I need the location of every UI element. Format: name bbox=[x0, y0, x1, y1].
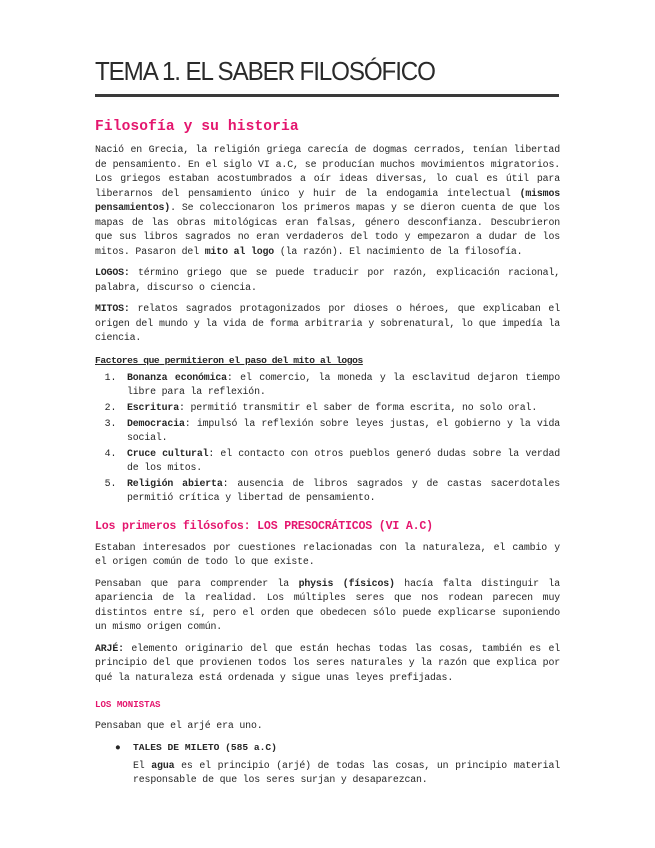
physis-text-c: hacía falta distinguir la apariencia de la realidad. Los múltiples seres que nos rodean parecen muy distintos entre sí, pero el orden que obedecen sólo puede explicarse suponiendo un mismo origen común. bbox=[95, 577, 560, 632]
mitos-text: relatos sagrados protagonizados por dioses o héroes, que explicaban el origen del mundo y la vida de forma arbitraria y sobrenatural, lo que impedía la ciencia. bbox=[95, 303, 560, 343]
mitos-definition bbox=[95, 302, 560, 346]
intro-bold-2: mito al logo bbox=[204, 245, 275, 257]
section-heading-filosofia: Filosofía y su historia bbox=[95, 119, 299, 135]
factor-text: : ausencia de libros sagrados y de castas sacerdotales permitió crítica y libertad de pensamiento. bbox=[127, 477, 560, 503]
subsection-heading-monistas: LOS MONISTAS bbox=[95, 699, 161, 710]
mitos-term: MITOS: bbox=[95, 303, 130, 314]
intro-text-3: (la razón). El nacimiento de la filosofía. bbox=[274, 245, 523, 257]
intro-bold-1: (mismos pensamientos) bbox=[95, 187, 560, 213]
tales-bold: agua bbox=[151, 759, 175, 771]
factor-term: Cruce cultural bbox=[127, 447, 209, 459]
intro-paragraph bbox=[95, 143, 560, 259]
logos-definition bbox=[95, 266, 560, 295]
factor-item bbox=[122, 371, 560, 399]
tales-text-c: es el principio (arjé) de todas las cosas, un principio material responsable de que los seres surjan y desaparezcan. bbox=[133, 759, 560, 785]
intro-text-2: . Se coleccionaron los primeros mapas y se dieron cuenta de que los mapas de las obras mitológicas eran falsas, género desconfianza. Descubrieron que sus libros sagrados no eran verdaderos del todo y empezaron a dudar de los mitos. Pasaron del bbox=[95, 202, 560, 257]
philosopher-name: TALES DE MILETO (585 a.C) bbox=[133, 741, 277, 753]
factor-item bbox=[122, 401, 560, 415]
arje-text: elemento originario del que están hechas todas las cosas, también es el principio del que provienen todos los seres naturales y la razón que explica por qué la naturaleza está ordenada y sigue unas leyes prefijadas. bbox=[95, 642, 560, 683]
factors-list bbox=[95, 371, 560, 505]
factor-text: : el contacto con otros pueblos generó dudas sobre la verdad de los mitos. bbox=[127, 447, 560, 473]
factor-term: Democracia bbox=[127, 417, 185, 429]
physis-text-a: Pensaban que para comprender la bbox=[95, 577, 299, 589]
factor-term: Religión abierta bbox=[127, 477, 223, 489]
factor-term: Bonanza económica bbox=[127, 371, 227, 383]
factors-heading: Factores que permitieron el paso del mito al logos bbox=[95, 354, 363, 366]
factor-text: : impulsó la reflexión sobre leyes justas, el gobierno y la vida social. bbox=[127, 417, 560, 443]
title-divider bbox=[95, 94, 559, 97]
factor-item bbox=[122, 447, 560, 475]
factor-item bbox=[122, 477, 560, 505]
monistas-paragraph: Pensaban que el arjé era uno. bbox=[95, 720, 263, 731]
factor-text: : permitió transmitir el saber de forma escrita, no solo oral. bbox=[178, 401, 538, 413]
factor-text: : el comercio, la moneda y la esclavitud dejaron tiempo libre para la reflexión. bbox=[127, 371, 560, 397]
factor-term: Escritura bbox=[127, 401, 179, 413]
arje-term: ARJÉ: bbox=[95, 642, 124, 654]
intro-text-1: Nació en Grecia, la religión griega carecía de dogmas cerrados, tenían libertad de pensamiento. En el siglo VI a.C, se producían muchos movimientos migratorios. Los griegos estaban acostumbrados a oír ideas diversas, lo cual es útil para liberarnos del pensamiento único y huir de la endogamia intelectual bbox=[95, 144, 560, 199]
factor-item bbox=[122, 417, 560, 445]
arje-definition bbox=[95, 642, 560, 686]
philosophers-list bbox=[95, 741, 560, 755]
page-title: TEMA 1. EL SABER FILOSÓFICO bbox=[95, 56, 435, 86]
section-heading-presocraticos: Los primeros filósofos: LOS PRESOCRÁTICOS (VI A.C) bbox=[95, 519, 433, 533]
logos-term: LOGOS: bbox=[95, 267, 130, 278]
tales-text-a: El bbox=[133, 759, 152, 771]
list-item bbox=[115, 741, 560, 755]
logos-text: término griego que se puede traducir por razón, explicación racional, palabra, discurso o ciencia. bbox=[95, 267, 560, 293]
physis-bold: physis (físicos) bbox=[298, 577, 395, 589]
presocraticos-paragraph-1: Estaban interesados por cuestiones relacionadas con la naturaleza, el cambio y el origen común de todo lo que existe. bbox=[95, 541, 560, 567]
presocraticos-paragraph-2 bbox=[95, 577, 560, 635]
bullet-icon: ● bbox=[115, 741, 121, 753]
tales-description bbox=[95, 759, 560, 788]
